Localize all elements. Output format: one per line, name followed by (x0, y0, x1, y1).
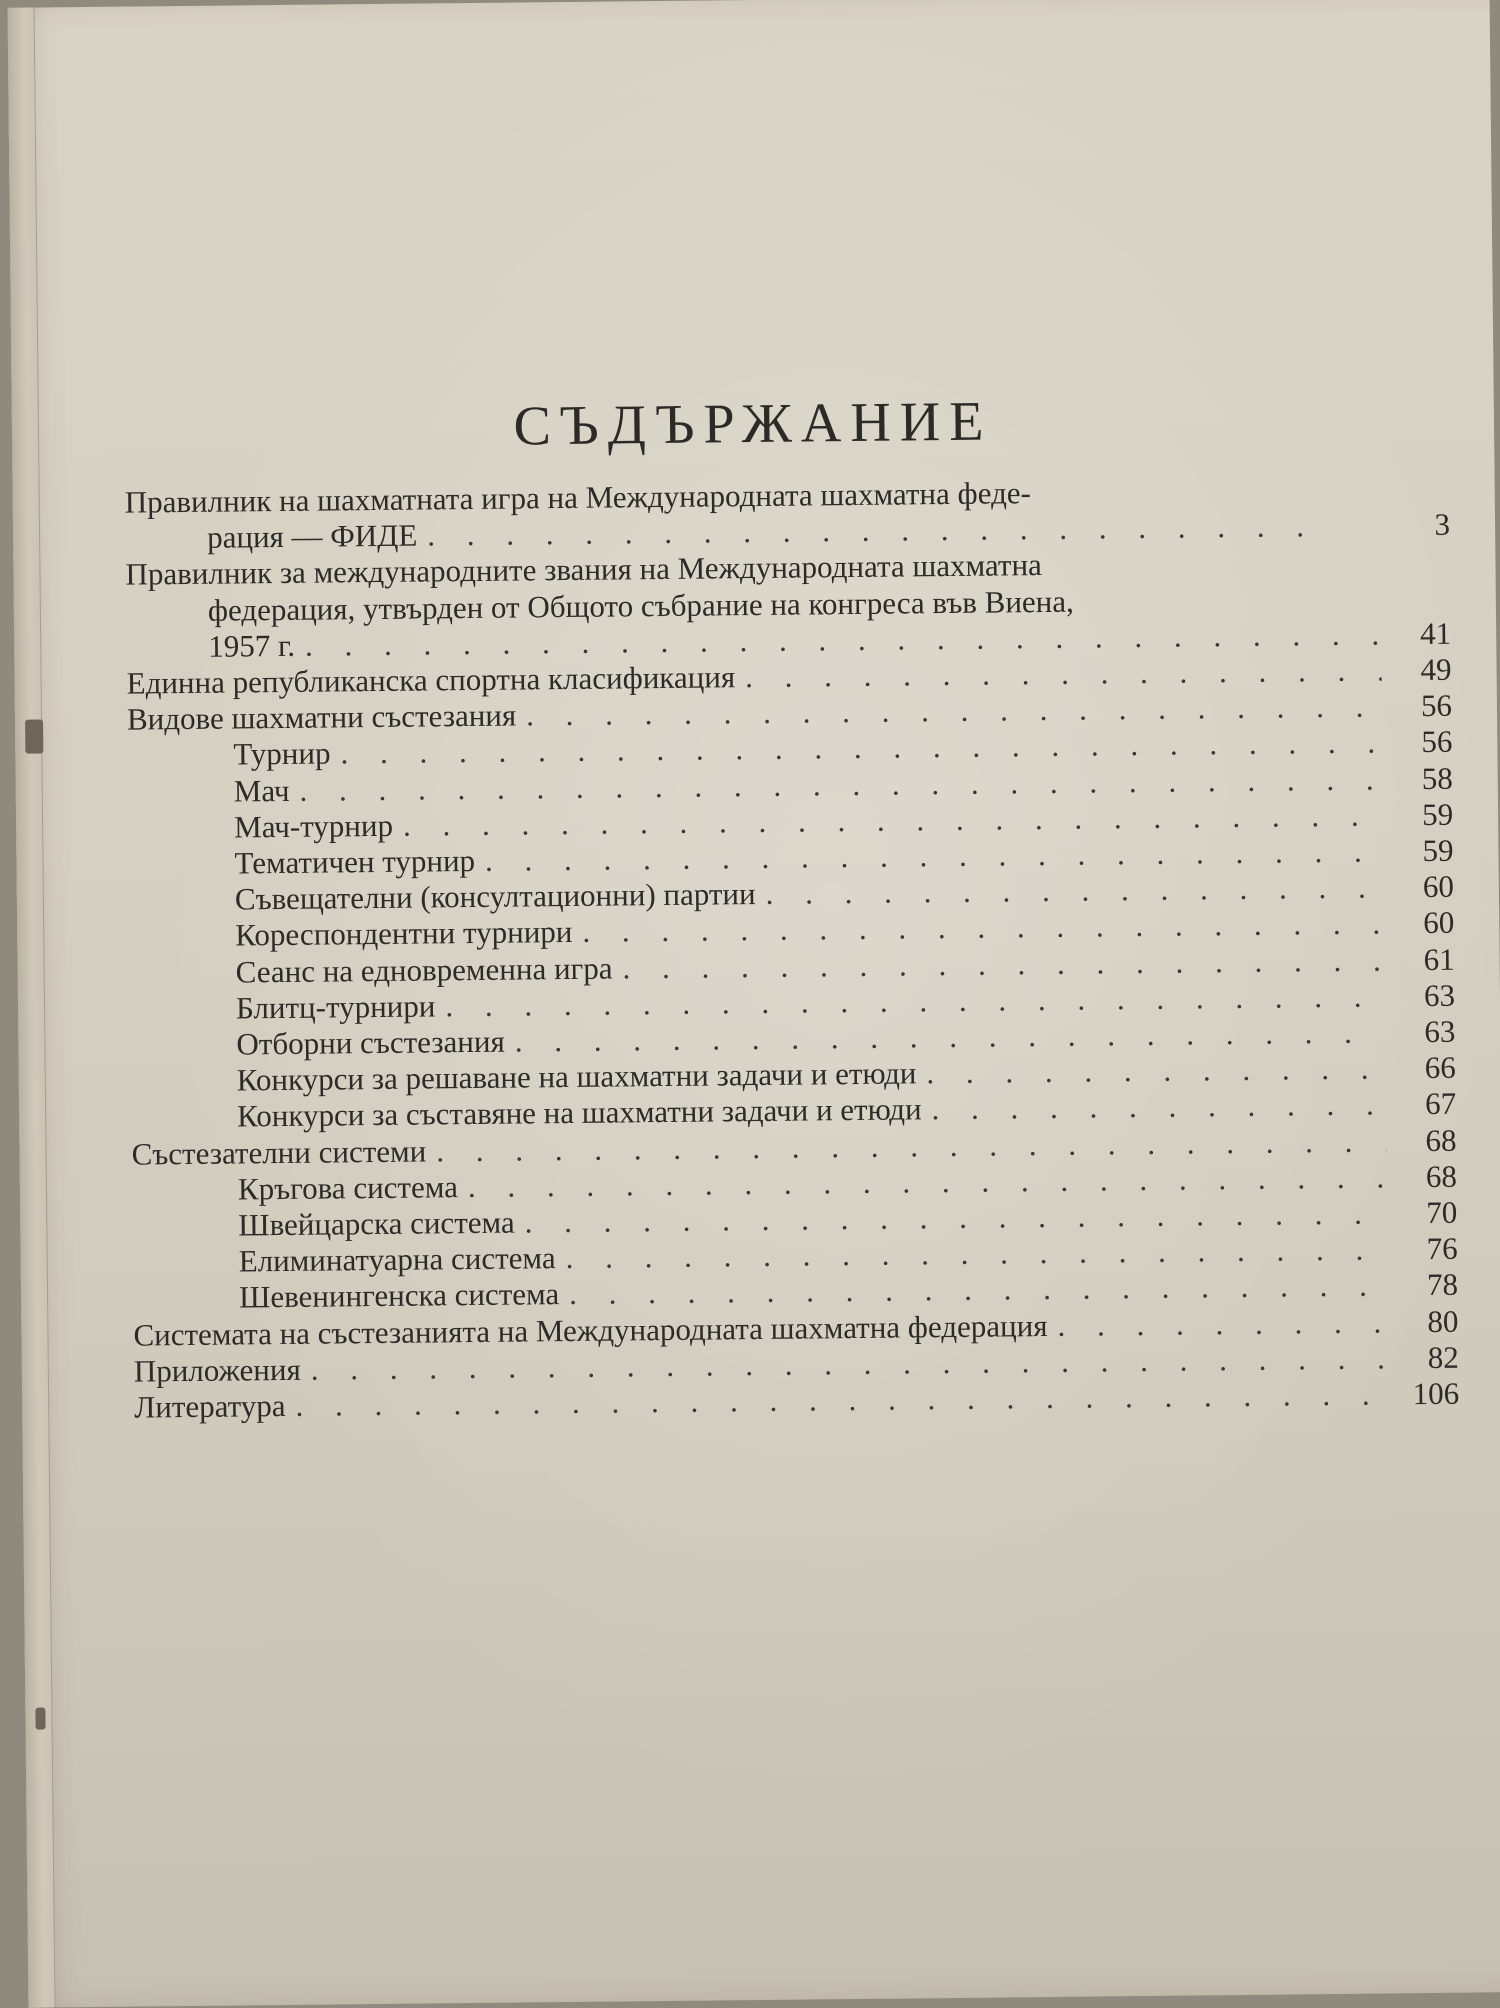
toc-page-number: 60 (1422, 868, 1455, 905)
toc-page-number: 70 (1426, 1194, 1458, 1231)
toc-page-number: 66 (1424, 1049, 1456, 1086)
toc-page-number: 63 (1424, 1013, 1456, 1050)
binding-hole (25, 719, 43, 753)
toc-page-number: 68 (1425, 1122, 1457, 1158)
toc-entry-text: 1957 г. (208, 627, 296, 664)
dot-leader (926, 1051, 1386, 1092)
toc-entry-text: Правилник на шахматната игра на Международната шахматна феде- (124, 475, 1032, 520)
toc-entry-text: Системата на състезанията на Международната шахматна федерация (133, 1307, 1048, 1353)
binding-hole (35, 1708, 45, 1730)
dot-leader (931, 1087, 1386, 1128)
toc-page-number: 80 (1427, 1303, 1459, 1339)
toc-page-number: 49 (1420, 651, 1452, 688)
toc-page-number: 63 (1423, 977, 1456, 1013)
toc-entry-text: Турнир (233, 735, 331, 772)
toc-entry-text: Тематичен турнир (234, 842, 476, 881)
dot-leader (1057, 1304, 1388, 1344)
toc-page-number: 59 (1421, 796, 1454, 832)
toc-entry-text: Кореспондентни турнири (235, 914, 573, 953)
toc-entry-text: Единна републиканска спортна класификация (126, 659, 736, 701)
toc-entry (125, 543, 1451, 665)
toc-entry-text: Швейцарска система (238, 1204, 515, 1243)
toc-entry-text: Мач (233, 772, 290, 809)
toc-page-number: 106 (1412, 1375, 1460, 1412)
toc-entry-text: Конкурси за решаване на шахматни задачи и етюди (236, 1055, 917, 1098)
toc-entry-text: Елиминатуарна система (238, 1240, 556, 1279)
toc-page-number: 41 (1420, 615, 1452, 651)
toc-page-number: 56 (1421, 724, 1453, 760)
toc-page-number: 78 (1426, 1267, 1459, 1303)
toc-entry-text: Конкурси за съставяне на шахматни задачи и етюди (237, 1091, 922, 1134)
toc-page-number: 82 (1427, 1339, 1459, 1375)
toc-page-number: 67 (1424, 1086, 1457, 1122)
toc-page-number: 3 (1434, 506, 1451, 543)
toc-entry-text: Съвещателни (консултационни) партии (234, 876, 756, 917)
toc-entry-text: Приложения (133, 1351, 301, 1389)
toc-page-number: 59 (1422, 832, 1454, 869)
toc-entry-text: Видове шахматни състезания (126, 697, 517, 737)
toc-page-number: 56 (1420, 687, 1453, 724)
toc-page-number: 76 (1426, 1230, 1458, 1267)
toc-entry-text: Литература (134, 1388, 286, 1425)
toc-entry (125, 471, 1451, 557)
toc-page-number: 58 (1421, 760, 1453, 796)
toc-page-number: 61 (1423, 941, 1455, 977)
toc-entry-text: Шевенингенска система (238, 1276, 560, 1315)
page-title: СЪДЪРЖАНИЕ (513, 390, 993, 458)
toc-entry-text: Състезателни системи (131, 1133, 427, 1172)
toc-entry-text: Отборни състезания (236, 1023, 505, 1062)
toc-entry-text: рация — ФИДЕ (206, 517, 418, 555)
toc-entry-text: Правилник за международните звания на Международната шахматна (125, 547, 1043, 593)
toc-page-number: 68 (1425, 1158, 1458, 1194)
toc-entry-text: Мач-турнир (233, 807, 394, 845)
toc-entry-text: Сеанс на едновременна игра (235, 950, 613, 990)
toc-page-number: 60 (1423, 905, 1455, 941)
book-spine (8, 8, 56, 2008)
toc-entry-text: Кръгова система (237, 1169, 459, 1207)
table-of-contents (125, 471, 1460, 1426)
toc-entry-text: Блитц-турнири (235, 988, 436, 1026)
toc-entry-text: федерация, утвърден от Общото събрание на конгреса във Виена, (207, 583, 1074, 628)
book-page (8, 0, 1500, 2008)
